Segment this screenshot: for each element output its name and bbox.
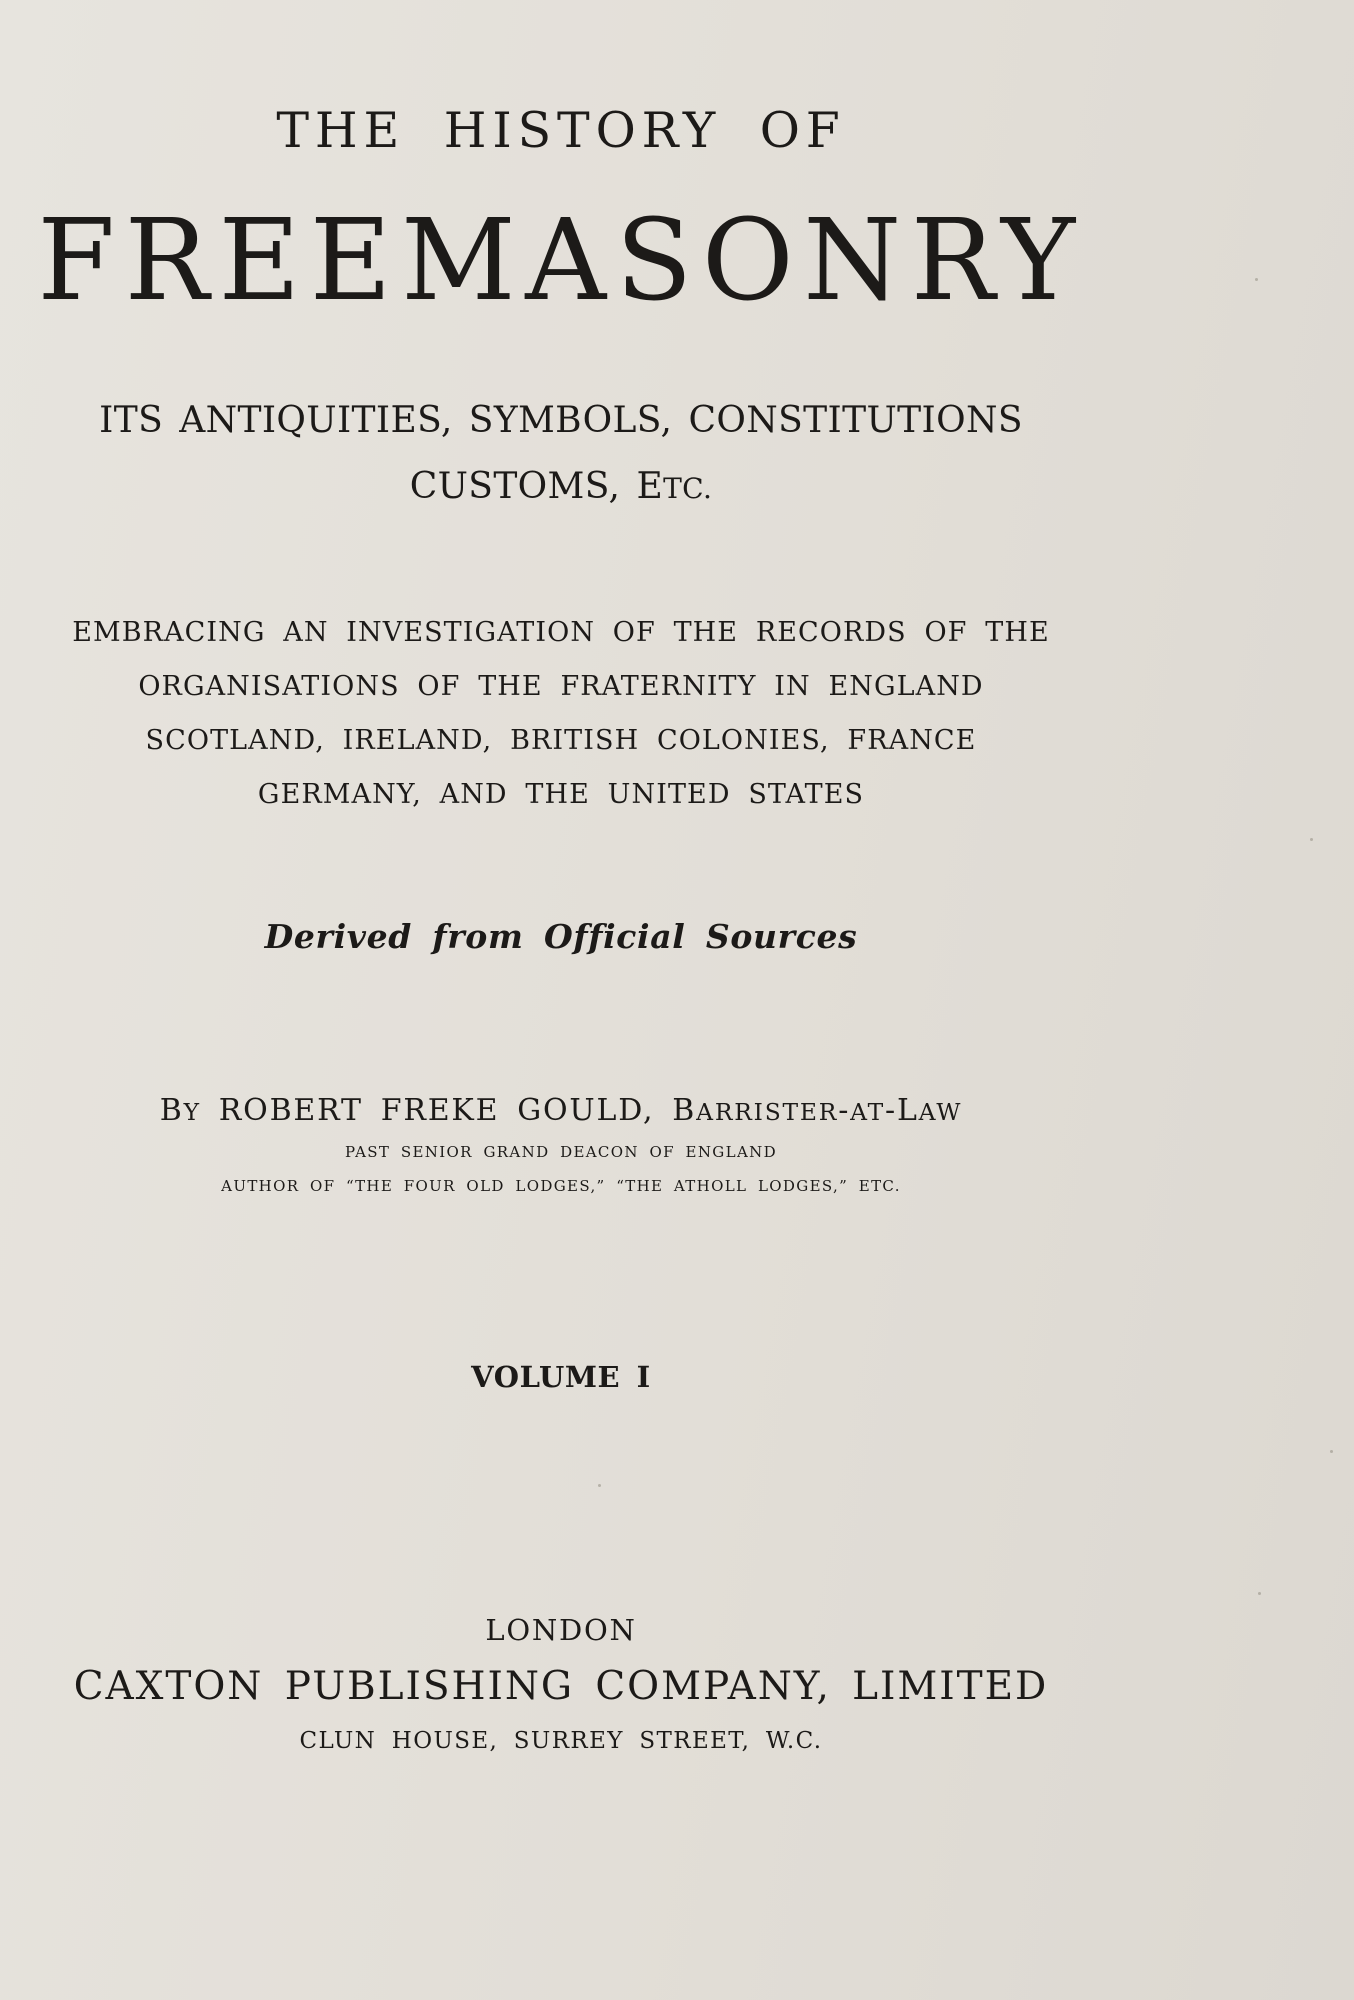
paper-speck <box>1330 1450 1333 1453</box>
byline-y: Y <box>183 1098 201 1126</box>
paper-speck <box>598 1484 601 1487</box>
volume-label: VOLUME I <box>471 1360 651 1394</box>
author-title-b: B <box>672 1093 697 1128</box>
paper-speck <box>1255 278 1258 281</box>
author-credential-1: PAST SENIOR GRAND DEACON OF ENGLAND <box>345 1143 777 1161</box>
title-top-line: THE HISTORY OF <box>276 102 846 159</box>
embracing-line-4: GERMANY, AND THE UNITED STATES <box>257 779 865 810</box>
author-title-l: L <box>896 1093 919 1128</box>
author-title-dash-1: - <box>838 1093 851 1128</box>
subtitle-line-2-small: TC. <box>663 472 713 505</box>
embracing-line-1: EMBRACING AN INVESTIGATION OF THE RECORDS OF THE <box>72 617 1050 648</box>
imprint-address: CLUN HOUSE, SURREY STREET, W.C. <box>299 1728 823 1754</box>
author-name: ROBERT FREKE GOULD, <box>218 1093 655 1128</box>
author-title-at: AT <box>850 1098 885 1126</box>
author-byline <box>0 1093 1122 1128</box>
author-title-arrister: ARRISTER <box>696 1098 839 1126</box>
main-title: FREEMASONRY <box>37 196 1085 326</box>
derived-line: Derived from Official Sources <box>264 917 858 956</box>
paper-speck <box>1310 838 1313 841</box>
embracing-line-3: SCOTLAND, IRELAND, BRITISH COLONIES, FRANCE <box>145 725 977 756</box>
author-title-dash-2: - <box>885 1093 897 1128</box>
imprint-city: LONDON <box>485 1613 637 1647</box>
author-title-aw: AW <box>918 1098 963 1126</box>
subtitle-line-2 <box>0 466 1122 507</box>
byline-b: B <box>159 1093 184 1128</box>
imprint-publisher: CAXTON PUBLISHING COMPANY, LIMITED <box>73 1664 1049 1709</box>
embracing-line-2: ORGANISATIONS OF THE FRATERNITY IN ENGLAND <box>138 671 984 702</box>
author-credential-2: AUTHOR OF “THE FOUR OLD LODGES,” “THE ATHOLL LODGES,” ETC. <box>221 1177 901 1195</box>
subtitle-line-2-main: CUSTOMS, E <box>409 466 664 507</box>
subtitle-line-1: ITS ANTIQUITIES, SYMBOLS, CONSTITUTIONS <box>99 400 1023 441</box>
paper-speck <box>1258 1592 1261 1595</box>
